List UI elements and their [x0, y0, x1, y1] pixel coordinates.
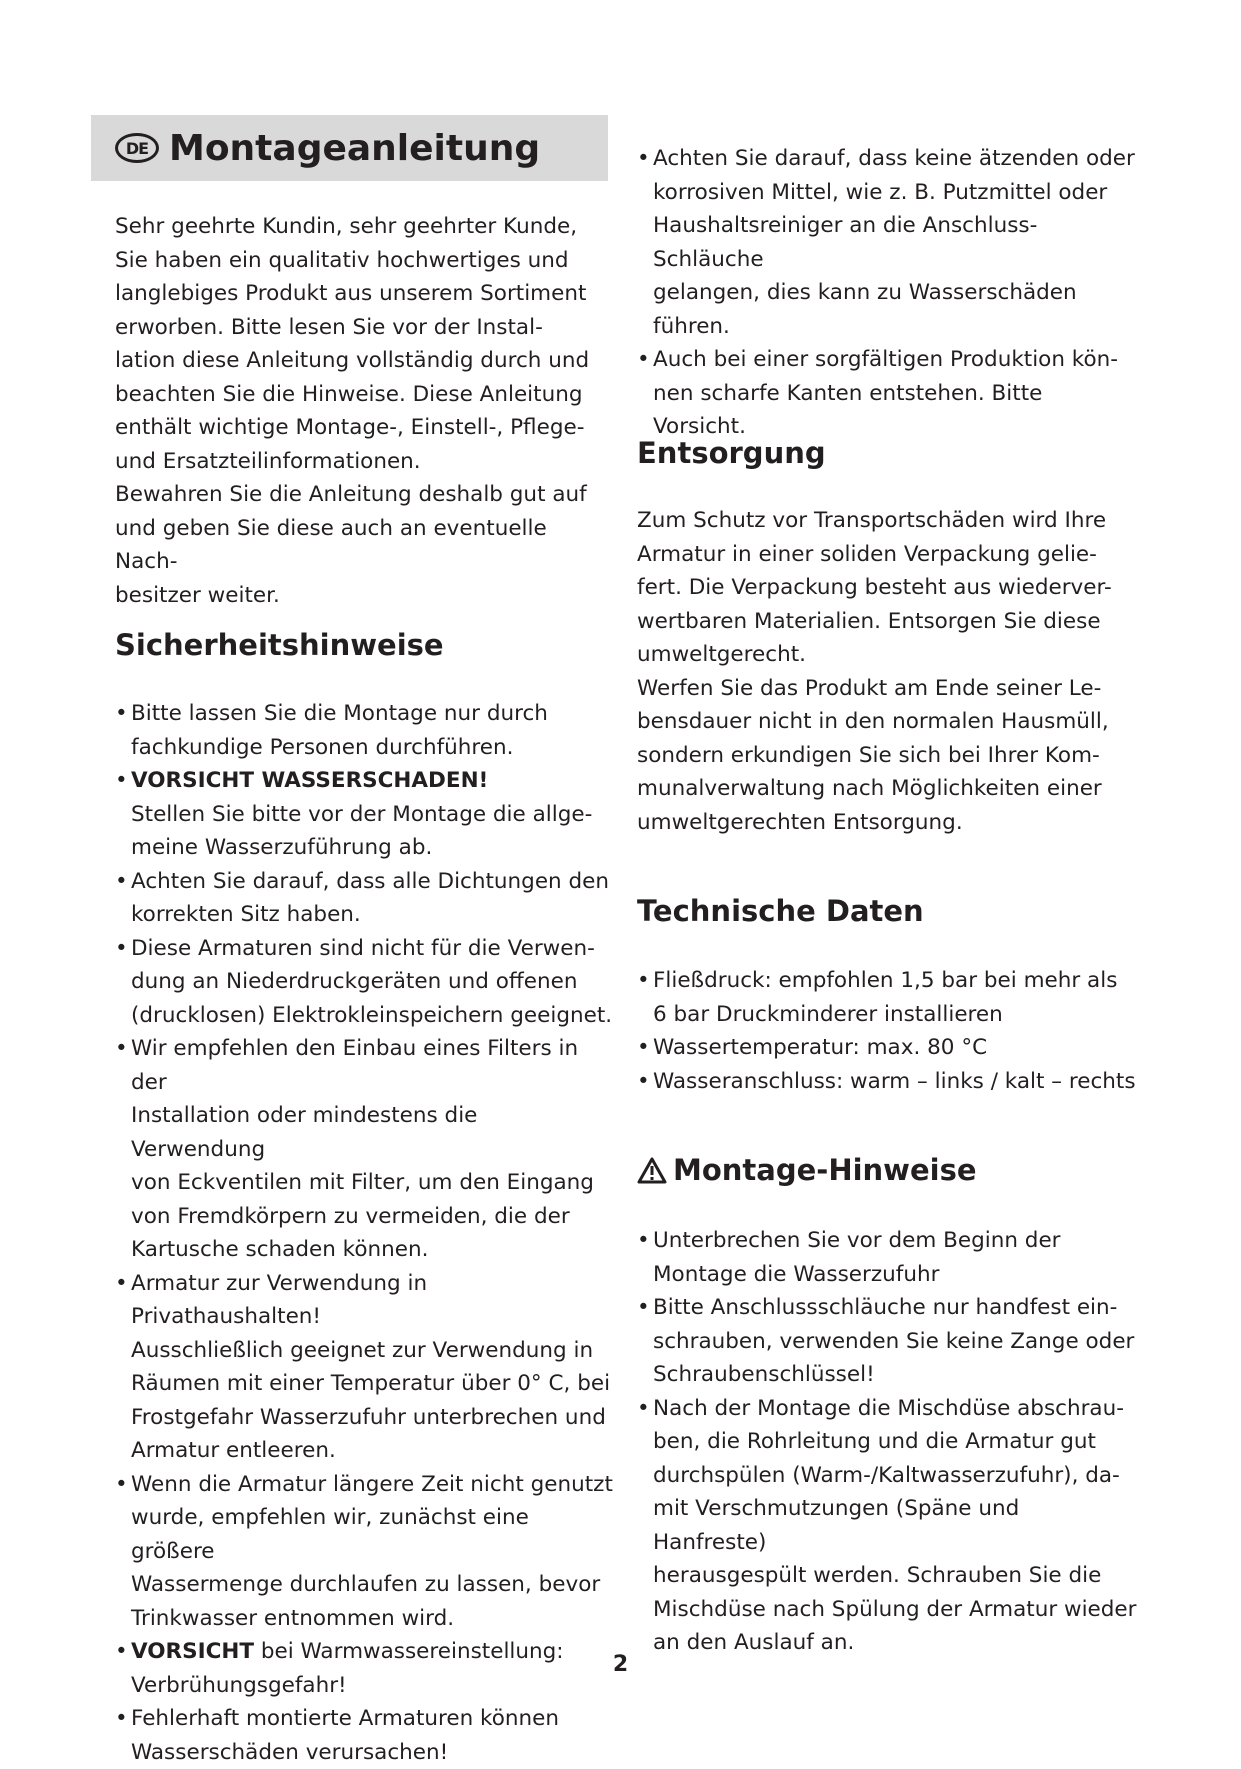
mounting-item: • Bitte Anschlussschläuche nur handfest ein- schrauben, verwenden Sie keine Zange oder Schraubenschlüssel! — [637, 1291, 1137, 1392]
safety-item: • VORSICHT WASSERSCHADEN! Stellen Sie bitte vor der Montage die allge- meine Wasserzuführung ab. — [115, 764, 615, 865]
intro-line: besitzer weiter. — [115, 582, 280, 608]
mounting-item: • Unterbrechen Sie vor dem Beginn der Montage die Wasserzufuhr — [637, 1224, 1137, 1291]
safety-item: • VORSICHT bei Warmwassereinstellung: Verbrühungsgefahr! — [115, 1635, 615, 1702]
intro-line: enthält wichtige Montage-, Einstell-, Pflege- — [115, 415, 585, 440]
intro-line: und geben Sie diese auch an eventuelle Nach- — [115, 515, 547, 574]
continued-safety-list — [637, 142, 1137, 444]
safety-item: • Achten Sie darauf, dass alle Dichtungen den korrekten Sitz haben. — [115, 865, 615, 932]
disposal-paragraph: Zum Schutz vor Transportschäden wird Ihre Armatur in einer soliden Verpackung gelie- fert. Die Verpackung besteht aus wiederver- wertbaren Materialien. Entsorgen Sie diese umweltgerecht. Werfen Sie das Produkt am Ende seiner Le- bensdauer nicht in den normalen Hausmüll, sondern erkundigen Sie sich bei Ihrer Kom- munalverwaltung nach Möglichkeiten einer umweltgerechten Entsorgung. — [637, 508, 1112, 835]
disposal-heading: Entsorgung — [637, 436, 826, 470]
intro-line: und Ersatzteilinformationen. — [115, 448, 421, 474]
tech-item: • Fließdruck: empfohlen 1,5 bar bei mehr als 6 bar Druckminderer installieren — [637, 964, 1137, 1031]
intro-line: Bewahren Sie die Anleitung deshalb gut auf — [115, 482, 587, 507]
tech-list — [637, 964, 1137, 1098]
intro-paragraph — [115, 210, 615, 612]
intro-line: erworben. Bitte lesen Sie vor der Instal- — [115, 314, 543, 340]
page-title: Montageanleitung — [169, 127, 541, 169]
intro-line: lation diese Anleitung vollständig durch und — [115, 348, 590, 373]
safety-item: • Achten Sie darauf, dass keine ätzenden oder korrosiven Mittel, wie z. B. Putzmittel oder Haushaltsreiniger an die Anschluss-Schläuche gelangen, dies kann zu Wasserschäden führen. — [637, 142, 1137, 343]
tech-item: • Wasseranschluss: warm – links / kalt – rechts — [637, 1065, 1137, 1099]
mounting-heading — [637, 1153, 1137, 1187]
page-number: 2 — [612, 1652, 629, 1677]
intro-line: langlebiges Produkt aus unserem Sortiment — [115, 281, 587, 306]
safety-item: • Wenn die Armatur längere Zeit nicht genutzt wurde, empfehlen wir, zunächst eine größere Wassermenge durchlaufen zu lassen, bevor Trinkwasser entnommen wird. — [115, 1468, 615, 1636]
mounting-item: • Nach der Montage die Mischdüse abschrau- ben, die Rohrleitung und die Armatur gut durchspülen (Warm-/Kaltwasserzufuhr), da- mit Verschmutzungen (Späne und Hanfreste) herausgespült werden. Schrauben Sie die Mischdüse nach Spülung der Armatur wieder an den Auslauf an. — [637, 1392, 1137, 1660]
safety-list — [115, 697, 615, 1769]
mounting-list — [637, 1224, 1137, 1660]
de-language-badge: DE — [115, 133, 159, 163]
safety-item: • Diese Armaturen sind nicht für die Verwen- dung an Niederdruckgeräten und offenen (drucklosen) Elektrokleinspeichern geeignet. — [115, 932, 615, 1033]
safety-item: • Fehlerhaft montierte Armaturen können Wasserschäden verursachen! — [115, 1702, 615, 1769]
mounting-heading-text: Montage-Hinweise — [673, 1153, 977, 1187]
tech-item: • Wassertemperatur: max. 80 °C — [637, 1031, 1137, 1065]
safety-item: • Auch bei einer sorgfältigen Produktion kön- nen scharfe Kanten entstehen. Bitte Vorsicht. — [637, 343, 1137, 444]
safety-heading: Sicherheitshinweise — [115, 628, 444, 662]
safety-item: • Armatur zur Verwendung in Privathaushalten! Ausschließlich geeignet zur Verwendung in Räumen mit einer Temperatur über 0° C, bei Frostgefahr Wasserzufuhr unterbrechen und Armatur entleeren. — [115, 1267, 615, 1468]
intro-line: Sehr geehrte Kundin, sehr geehrter Kunde, — [115, 214, 578, 239]
intro-line: Sie haben ein qualitativ hochwertiges und — [115, 247, 569, 273]
warning-triangle-icon — [637, 1157, 667, 1184]
tech-heading: Technische Daten — [637, 894, 924, 928]
safety-item: • Bitte lassen Sie die Montage nur durch fachkundige Personen durchführen. — [115, 697, 615, 764]
safety-item: • Wir empfehlen den Einbau eines Filters in der Installation oder mindestens die Verwendung von Eckventilen mit Filter, um den Eingang von Fremdkörpern zu vermeiden, die der Kartusche schaden können. — [115, 1032, 615, 1267]
title-bar — [91, 115, 608, 181]
intro-line: beachten Sie die Hinweise. Diese Anleitung — [115, 381, 583, 407]
